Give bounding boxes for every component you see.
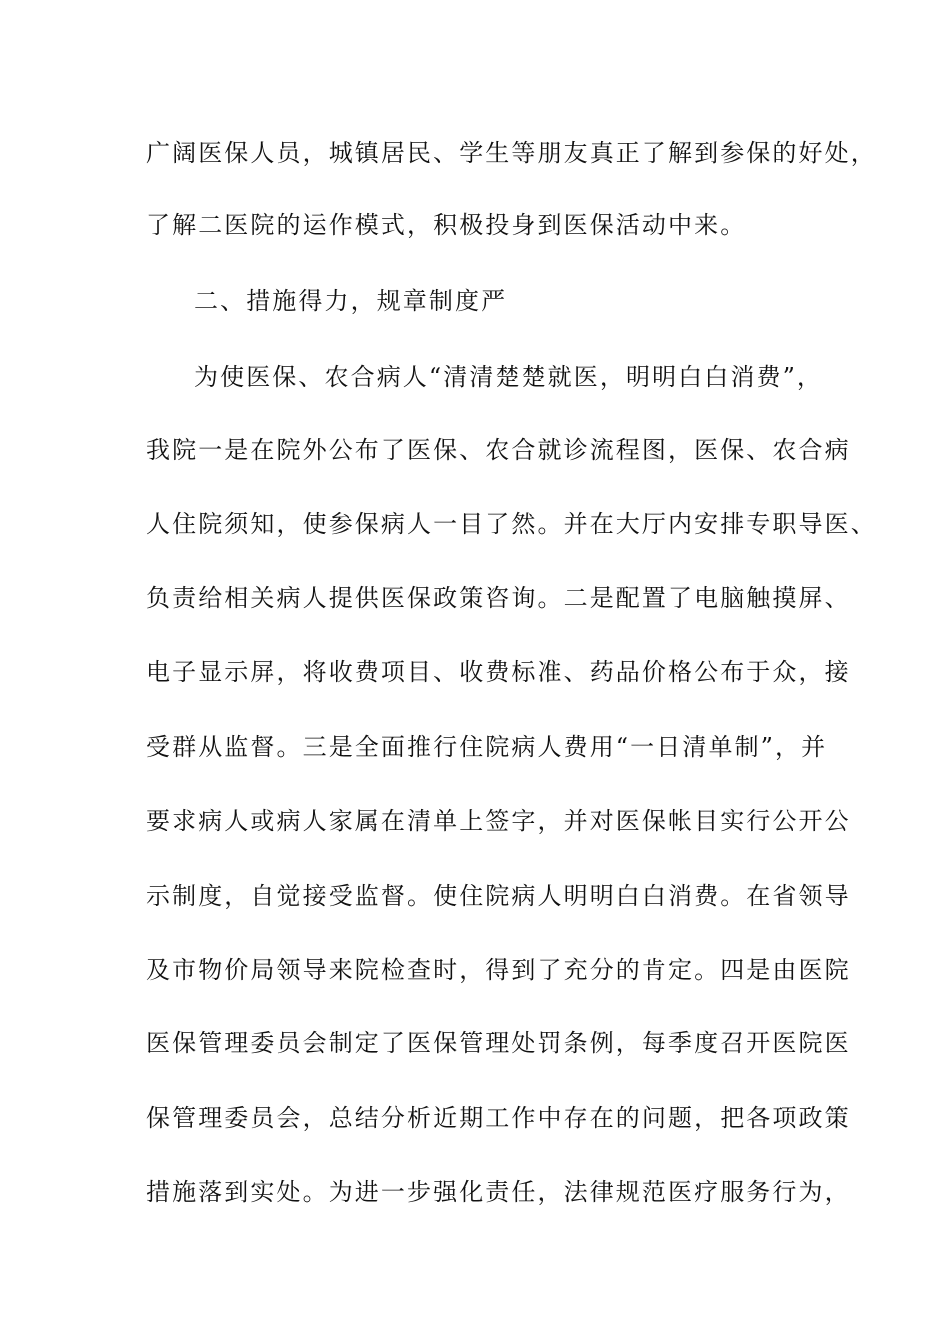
paragraph-line-6: 负责给相关病人提供医保政策咨询。二是配置了电脑触摸屏、: [146, 584, 851, 612]
paragraph-line-13: 保管理委员会，总结分析近期工作中存在的问题，把各项政策: [146, 1104, 851, 1132]
paragraph-line-9: 要求病人或病人家属在清单上签字，并对医保帐目实行公开公: [146, 807, 851, 835]
paragraph-line-7: 电子显示屏，将收费项目、收费标准、药品价格公布于众，接: [146, 658, 851, 686]
paragraph-line-10: 示制度，自觉接受监督。使住院病人明明白白消费。在省领导: [146, 882, 851, 910]
paragraph-line-1: 广阔医保人员，城镇居民、学生等朋友真正了解到参保的好处，: [146, 139, 877, 167]
paragraph-line-11: 及市物价局领导来院检查时，得到了充分的肯定。四是由医院: [146, 956, 851, 984]
section-heading: 二、措施得力，规章制度严: [194, 287, 508, 315]
paragraph-line-14: 措施落到实处。为进一步强化责任，法律规范医疗服务行为，: [146, 1178, 851, 1206]
paragraph-line-3: 为使医保、农合病人“清清楚楚就医，明明白白消费”，: [194, 363, 824, 391]
paragraph-line-4: 我院一是在院外公布了医保、农合就诊流程图，医保、农合病: [146, 436, 851, 464]
paragraph-line-5: 人住院须知，使参保病人一目了然。并在大厅内安排专职导医、: [146, 510, 877, 538]
paragraph-line-2: 了解二医院的运作模式，积极投身到医保活动中来。: [146, 211, 747, 239]
paragraph-line-12: 医保管理委员会制定了医保管理处罚条例，每季度召开医院医: [146, 1029, 851, 1057]
paragraph-line-8: 受群从监督。三是全面推行住院病人费用“一日清单制”，并: [146, 733, 828, 761]
